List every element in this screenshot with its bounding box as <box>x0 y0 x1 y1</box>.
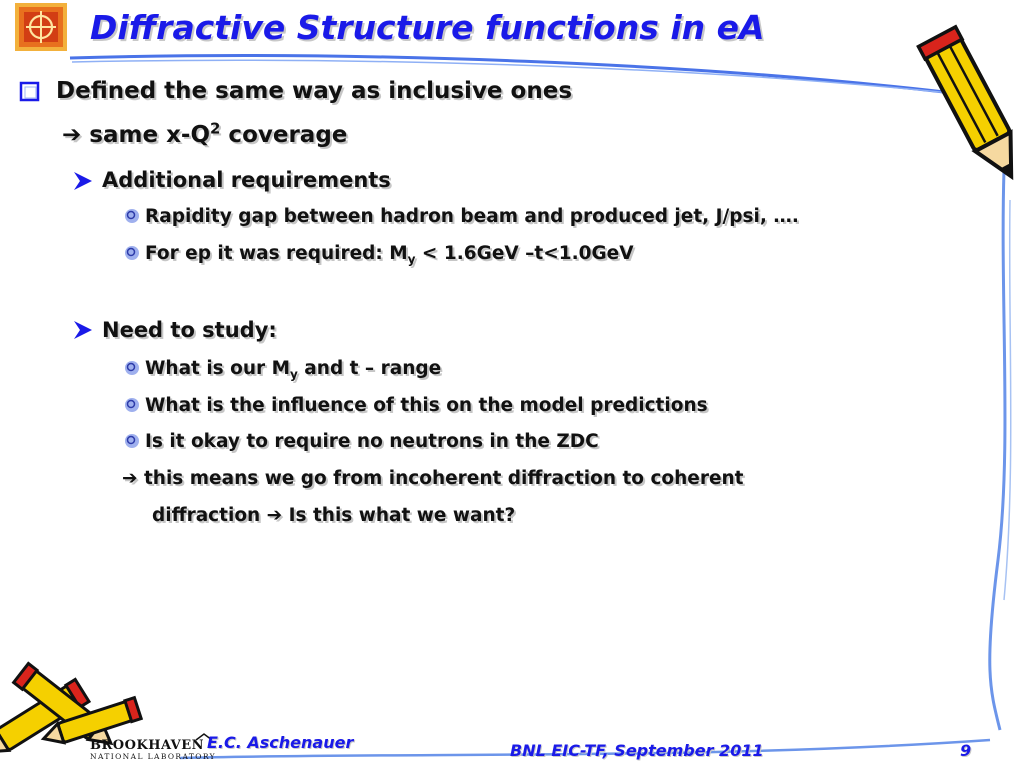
right-arrow-icon: ➔ <box>122 468 138 489</box>
pencil-icon <box>918 27 1024 186</box>
arrowhead-bullet-icon <box>74 172 92 190</box>
right-arrow-icon: ➔ <box>266 505 283 526</box>
footer-event: BNL EIC-TF, September 2011 <box>510 741 764 760</box>
right-arrow-icon: ➔ <box>62 122 82 148</box>
footer-author: E.C. Aschenauer <box>207 733 354 752</box>
bullet-defined-same-way: Defined the same way as inclusive ones <box>56 78 573 104</box>
bullet-my-t-range: What is our $M_y$ and t – range <box>145 358 442 382</box>
right-border-swoosh <box>990 170 1005 730</box>
slide-title: Diffractive Structure functions in eA <box>90 8 765 47</box>
bullet-influence: What is the influence of this on the model predictions <box>145 395 708 416</box>
bullet-rapidity-gap: Rapidity gap between hadron beam and produced jet, J/psi, …. <box>145 206 799 227</box>
brookhaven-logo-text: BROOKHAVEN <box>90 738 205 753</box>
arrowhead-bullet-icon <box>74 321 92 339</box>
bullet-is-this-what-we-want: diffraction ➔ Is this what we want? <box>152 505 516 526</box>
swirl-bullet-icon <box>125 209 139 223</box>
bullet-zdc-neutrons: Is it okay to require no neutrons in the ZDC <box>145 431 599 452</box>
institution-logo-icon <box>15 3 67 51</box>
swirl-bullet-icon <box>125 398 139 412</box>
bullet-additional-requirements: Additional requirements <box>102 168 391 192</box>
bullet-ep-requirement: For ep it was required: $M_y < 1.6GeV$ –t<1.0GeV <box>145 243 634 267</box>
footer-page-number: 9 <box>960 741 972 760</box>
swirl-bullet-icon <box>125 434 139 448</box>
swirl-bullet-icon <box>125 246 139 260</box>
brookhaven-logo-subtext: NATIONAL LABORATORY <box>90 752 216 761</box>
bullet-incoherent-to-coherent: ➔ this means we go from incoherent diffraction to coherent <box>122 468 744 489</box>
bullet-need-to-study: Need to study: <box>102 318 277 342</box>
square-bullet-icon <box>21 83 38 100</box>
swirl-bullet-icon <box>125 361 139 375</box>
bullet-same-coverage: ➔ same $x-Q^2$ coverage <box>62 119 348 148</box>
